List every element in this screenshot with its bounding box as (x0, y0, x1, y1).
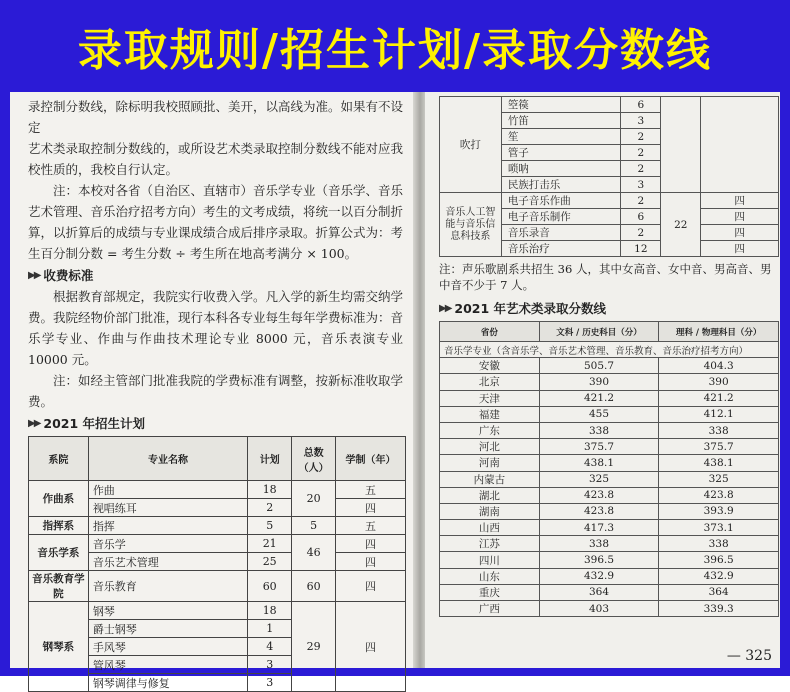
years-cell: 四 (336, 553, 406, 571)
instrument-cell: 箜篌 (501, 97, 621, 113)
arts-cell: 438.1 (539, 455, 659, 471)
plan-cell: 2 (621, 225, 661, 241)
left-page (10, 92, 415, 690)
table-row (440, 503, 779, 519)
major-cell: 音乐教育 (88, 571, 247, 602)
major-cell: 手风琴 (88, 638, 247, 656)
total-cell: 60 (292, 571, 336, 602)
total-cell: 46 (292, 535, 336, 571)
table-row (440, 193, 779, 209)
arts-cell: 455 (539, 406, 659, 422)
arts-cell: 375.7 (539, 439, 659, 455)
province-cell: 重庆 (440, 584, 540, 600)
total-cell (661, 97, 701, 193)
arts-cell: 338 (539, 422, 659, 438)
book-spread (10, 92, 780, 690)
years-cell: 五 (336, 517, 406, 535)
para-line: 录控制分数线，除标明我校照顾批、美开，以高线为准。如果有不设定 (28, 99, 404, 135)
province-cell: 湖北 (440, 487, 540, 503)
instrument-cell: 竹笛 (501, 113, 621, 129)
province-cell: 广西 (440, 601, 540, 617)
major-cell: 爵士钢琴 (88, 620, 247, 638)
arts-cell: 423.8 (539, 487, 659, 503)
plan-cell: 2 (621, 129, 661, 145)
table-row (440, 342, 779, 358)
science-cell: 423.8 (659, 487, 779, 503)
table-row (440, 455, 779, 471)
para-line: 校性质的，我校自行认定。 (28, 162, 179, 177)
table-row (29, 517, 406, 535)
arts-cell: 432.9 (539, 568, 659, 584)
province-cell: 北京 (440, 374, 540, 390)
plan-cell: 12 (621, 241, 661, 257)
plan-cell: 3 (621, 113, 661, 129)
science-cell: 390 (659, 374, 779, 390)
table-row (440, 520, 779, 536)
province-cell: 广东 (440, 422, 540, 438)
years-cell: 四 (701, 241, 779, 257)
conversion-note: 注：本校对各省（自治区、直辖市）音乐学专业（音乐学、音乐艺术管理、音乐治疗招考方向）考生的文考成绩，将统一以百分制折算，以折算后的成绩与专业课成绩合成后排序录取。折算公式为：考生百分制分数 = 考生分数 ÷ 考生所在地高考满分 × 100。 (28, 183, 404, 261)
instrument-cell: 唢呐 (501, 161, 621, 177)
science-cell: 373.1 (659, 520, 779, 536)
arts-cell: 421.2 (539, 390, 659, 406)
table-row (440, 422, 779, 438)
plan-cell: 4 (248, 638, 292, 656)
table-row (440, 487, 779, 503)
plan-header: 计划 (248, 437, 292, 481)
dept-cell: 钢琴系 (29, 602, 89, 692)
arts-cell: 325 (539, 471, 659, 487)
table-row (29, 571, 406, 602)
fee-paragraph: 根据教育部规定，我院实行收费入学。凡入学的新生均需交纳学费。我院经物价部门批准，现行本科各专业每生每年学费标准为：音乐学专业、作曲与作曲技术理论专业 8000 元，音乐表演专业 10000 元。 (28, 289, 404, 367)
total-cell: 29 (292, 602, 336, 692)
vocal-note: 注：声乐歌剧系共招生 36 人，其中女高音、女中音、男高音、男中音不少于 7 人。 (439, 262, 772, 292)
table-row (29, 535, 406, 553)
table-row (440, 439, 779, 455)
major-cell: 管风琴 (88, 656, 247, 674)
dept-cell: 作曲系 (29, 481, 89, 517)
arts-cell: 338 (539, 536, 659, 552)
score-heading (439, 299, 772, 317)
dept-cell: 音乐教育学院 (29, 571, 89, 602)
triangle-marker-icon: ▶▶ (28, 417, 40, 429)
enrollment-plan-table (28, 436, 406, 692)
science-cell: 393.9 (659, 503, 779, 519)
science-cell: 375.7 (659, 439, 779, 455)
plan-cell: 60 (248, 571, 292, 602)
province-cell: 山东 (440, 568, 540, 584)
fee-heading (28, 266, 403, 284)
years-cell: 四 (701, 225, 779, 241)
plan-heading (28, 414, 403, 432)
plan-cell: 2 (621, 161, 661, 177)
table-row (440, 358, 779, 374)
instrument-plan-table (439, 96, 779, 257)
score-header: 省份 (440, 322, 540, 342)
total-cell: 20 (292, 481, 336, 517)
province-cell: 江苏 (440, 536, 540, 552)
major-subheader: 音乐学专业（含音乐学、音乐艺术管理、音乐教育、音乐治疗招考方向） (440, 342, 779, 358)
science-cell: 432.9 (659, 568, 779, 584)
plan-cell: 21 (248, 535, 292, 553)
instrument-cell: 民族打击乐 (501, 177, 621, 193)
plan-cell: 3 (621, 177, 661, 193)
science-cell: 338 (659, 422, 779, 438)
instrument-cell: 电子音乐制作 (501, 209, 621, 225)
province-cell: 湖南 (440, 503, 540, 519)
science-cell: 438.1 (659, 455, 779, 471)
arts-cell: 390 (539, 374, 659, 390)
years-cell: 四 (336, 535, 406, 553)
plan-header: 总数（人） (292, 437, 336, 481)
page-number: — 325 (726, 648, 772, 664)
plan-cell: 25 (248, 553, 292, 571)
province-cell: 四川 (440, 552, 540, 568)
plan-header: 专业名称 (88, 437, 247, 481)
plan-cell: 6 (621, 209, 661, 225)
table-row (440, 374, 779, 390)
group-cell: 吹打 (440, 97, 502, 193)
table-row (440, 406, 779, 422)
plan-cell: 3 (248, 674, 292, 692)
years-cell: 四 (336, 571, 406, 602)
arts-cell: 423.8 (539, 503, 659, 519)
science-cell: 404.3 (659, 358, 779, 374)
instrument-cell: 笙 (501, 129, 621, 145)
table-row (440, 568, 779, 584)
group-cell: 音乐人工智能与音乐信息科技系 (440, 193, 502, 257)
score-header: 文科 / 历史科目（分） (539, 322, 659, 342)
dept-cell: 指挥系 (29, 517, 89, 535)
science-cell: 339.3 (659, 601, 779, 617)
triangle-marker-icon: ▶▶ (28, 269, 40, 281)
admission-rules-text (28, 96, 403, 264)
right-page (425, 92, 780, 668)
dept-cell: 音乐学系 (29, 535, 89, 571)
years-cell: 四 (336, 602, 406, 692)
table-row (440, 97, 779, 113)
science-cell: 396.5 (659, 552, 779, 568)
major-cell: 钢琴调律与修复 (88, 674, 247, 692)
plan-cell: 6 (621, 97, 661, 113)
para-line: 艺术类录取控制分数线的，或所设艺术类录取控制分数线不能对应我 (28, 141, 404, 156)
major-cell: 音乐艺术管理 (88, 553, 247, 571)
province-cell: 内蒙古 (440, 471, 540, 487)
arts-cell: 396.5 (539, 552, 659, 568)
years-cell: 四 (701, 193, 779, 209)
science-cell: 338 (659, 536, 779, 552)
plan-header: 学制（年） (336, 437, 406, 481)
instrument-cell: 音乐录音 (501, 225, 621, 241)
instrument-cell: 音乐治疗 (501, 241, 621, 257)
table-row (440, 390, 779, 406)
major-cell: 指挥 (88, 517, 247, 535)
score-header: 理科 / 物理科目（分） (659, 322, 779, 342)
instrument-cell: 管子 (501, 145, 621, 161)
admission-score-table (439, 321, 779, 617)
total-cell: 5 (292, 517, 336, 535)
major-cell: 音乐学 (88, 535, 247, 553)
table-row (29, 481, 406, 499)
years-cell: 四 (336, 499, 406, 517)
science-cell: 364 (659, 584, 779, 600)
total-cell: 22 (661, 193, 701, 257)
province-cell: 河北 (440, 439, 540, 455)
triangle-marker-icon: ▶▶ (439, 302, 451, 314)
plan-cell: 2 (621, 145, 661, 161)
major-cell: 作曲 (88, 481, 247, 499)
banner (0, 0, 790, 92)
years-cell: 四 (701, 209, 779, 225)
plan-heading-text: 2021 年招生计划 (43, 416, 146, 431)
plan-cell: 1 (248, 620, 292, 638)
score-heading-text: 2021 年艺术类录取分数线 (454, 301, 607, 316)
province-cell: 河南 (440, 455, 540, 471)
science-cell: 325 (659, 471, 779, 487)
plan-cell: 3 (248, 656, 292, 674)
years-cell: 五 (336, 481, 406, 499)
instrument-cell: 电子音乐作曲 (501, 193, 621, 209)
province-cell: 山西 (440, 520, 540, 536)
fee-heading-text: 收费标准 (43, 268, 94, 283)
table-row (440, 471, 779, 487)
province-cell: 安徽 (440, 358, 540, 374)
table-row (440, 601, 779, 617)
science-cell: 412.1 (659, 406, 779, 422)
plan-cell: 18 (248, 602, 292, 620)
fee-note: 注：如经主管部门批准我院的学费标准有调整，按新标准收取学费。 (28, 373, 404, 409)
table-row (440, 536, 779, 552)
major-cell: 钢琴 (88, 602, 247, 620)
plan-cell: 18 (248, 481, 292, 499)
table-row (29, 602, 406, 620)
arts-cell: 364 (539, 584, 659, 600)
major-cell: 视唱练耳 (88, 499, 247, 517)
banner-title: 录取规则/招生计划/录取分数线 (77, 25, 713, 76)
plan-cell: 5 (248, 517, 292, 535)
fee-text (28, 286, 403, 412)
years-cell (701, 97, 779, 193)
table-row (440, 584, 779, 600)
table-row (440, 552, 779, 568)
province-cell: 天津 (440, 390, 540, 406)
province-cell: 福建 (440, 406, 540, 422)
arts-cell: 505.7 (539, 358, 659, 374)
arts-cell: 417.3 (539, 520, 659, 536)
plan-header: 系院 (29, 437, 89, 481)
arts-cell: 403 (539, 601, 659, 617)
science-cell: 421.2 (659, 390, 779, 406)
plan-cell: 2 (248, 499, 292, 517)
plan-cell: 2 (621, 193, 661, 209)
